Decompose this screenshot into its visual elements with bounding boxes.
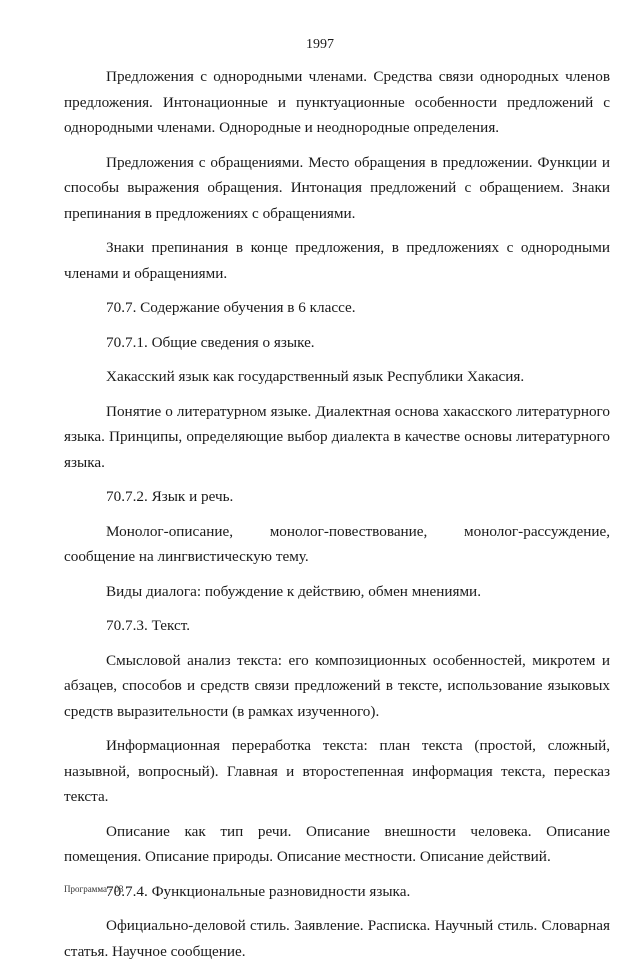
section-heading-70-7: 70.7. Содержание обучения в 6 классе.	[106, 299, 356, 316]
paragraph-homogeneous-members: Предложения с однородными членами. Средства связи однородных членов предложения. Интонационные и пунктуационные особенности предложений с однородными членами. Однородные и неоднородные определения.	[64, 68, 610, 136]
paragraph-styles: Официально-деловой стиль. Заявление. Расписка. Научный стиль. Словарная статья. Научное сообщение.	[64, 917, 610, 960]
paragraph-dialogue: Виды диалога: побуждение к действию, обмен мнениями.	[106, 582, 481, 600]
footer-label: Программа - 03	[64, 884, 124, 894]
paragraph-punctuation: Знаки препинания в конце предложения, в предложениях с однородными членами и обращениями.	[64, 239, 610, 282]
paragraph-literary-language: Понятие о литературном языке. Диалектная основа хакасского литературного языка. Принципы, определяющие выбор диалекта в качестве основы литературного языка.	[64, 402, 610, 471]
paragraph-monologue: Монолог-описание, монолог-повествование, монолог-рассуждение, сообщение на лингвистическую тему.	[64, 522, 610, 565]
section-heading-70-7-1: 70.7.1. Общие сведения о языке.	[106, 333, 315, 351]
section-heading-70-7-4: 70.7.4. Функциональные разновидности языка.	[106, 882, 411, 900]
paragraph-state-language: Хакасский язык как государственный язык Республики Хакасия.	[106, 368, 525, 385]
section-heading-70-7-2: 70.7.2. Язык и речь.	[106, 488, 234, 505]
paragraph-addresses: Предложения с обращениями. Место обращения в предложении. Функции и способы выражения обращения. Интонация предложений с обращением. Знаки препинания в предложениях с обращениями.	[64, 153, 610, 222]
section-heading-70-7-3: 70.7.3. Текст.	[106, 617, 191, 634]
paragraph-description: Описание как тип речи. Описание внешности человека. Описание помещения. Описание природы. Описание местности. Описание действий.	[64, 822, 610, 865]
paragraph-text-analysis: Смысловой анализ текста: его композиционных особенностей, микротем и абзацев, способов и средств связи предложений в тексте, использование языковых средств выразительности (в рамках изученного).	[64, 651, 610, 720]
page-number: 1997	[306, 37, 334, 52]
body-text	[64, 64, 610, 973]
paragraph-information-processing: Информационная переработка текста: план текста (простой, сложный, назывной, вопросный). Главная и второстепенная информация текста, пересказ текста.	[64, 737, 610, 805]
